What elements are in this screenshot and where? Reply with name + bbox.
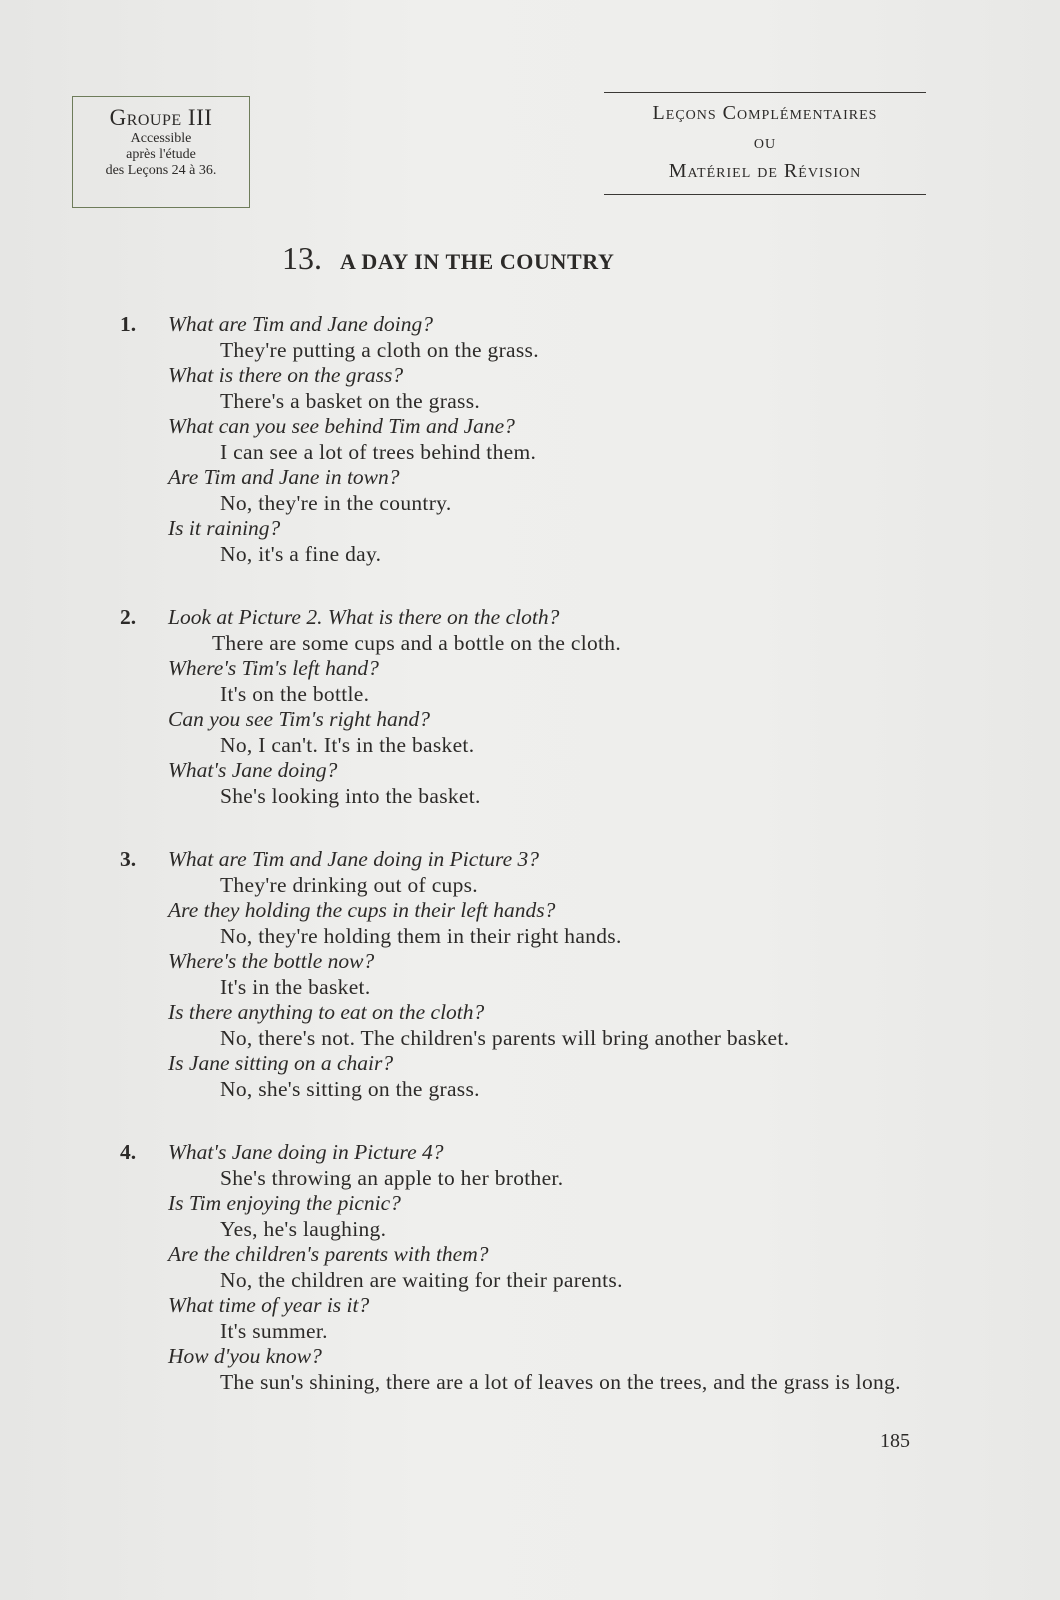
question: Is there anything to eat on the cloth? (168, 1000, 485, 1024)
header-block (604, 92, 926, 195)
section-number: 4. (120, 1140, 137, 1164)
header-line-3: Matériel de Révision (668, 160, 862, 182)
groupe-line-3: des Leçons 24 à 36. (105, 163, 217, 178)
answer: No, the children are waiting for their parents. (220, 1267, 623, 1292)
answer: It's on the bottle. (220, 681, 370, 706)
lesson-number: 13. (282, 240, 322, 276)
question: What is there on the grass? (168, 363, 404, 387)
answer: They're drinking out of cups. (220, 872, 478, 897)
question: Where's the bottle now? (168, 949, 375, 973)
question: What are Tim and Jane doing? (168, 312, 433, 336)
question: What can you see behind Tim and Jane? (168, 414, 515, 438)
section-2 (120, 605, 940, 809)
question: What are Tim and Jane doing in Picture 3? (168, 847, 540, 871)
groupe-line-2: après l'étude (126, 147, 196, 162)
answer: The sun's shining, there are a lot of leaves on the trees, and the grass is long. (220, 1369, 901, 1394)
answer: No, they're holding them in their right hands. (220, 923, 622, 948)
answer: No, there's not. The children's parents will bring another basket. (220, 1025, 790, 1050)
section-3 (120, 847, 940, 1102)
exercise-sections (120, 312, 940, 1433)
answer: It's in the basket. (220, 974, 371, 999)
header-line-1: Leçons Complémentaires (652, 102, 878, 124)
section-1 (120, 312, 940, 567)
question: Look at Picture 2. What is there on the cloth? (168, 605, 560, 629)
question: Where's Tim's left hand? (168, 656, 379, 680)
question: What's Jane doing? (168, 758, 338, 782)
question: What's Jane doing in Picture 4? (168, 1140, 444, 1164)
header-line-2: ou (753, 131, 777, 153)
header-top-rule (604, 92, 926, 93)
answer: They're putting a cloth on the grass. (220, 337, 539, 362)
answer: It's summer. (220, 1318, 328, 1343)
lesson-title (282, 240, 614, 277)
answer: No, I can't. It's in the basket. (220, 732, 475, 757)
question: Can you see Tim's right hand? (168, 707, 431, 731)
answer: No, they're in the country. (220, 490, 452, 515)
section-number: 2. (120, 605, 137, 629)
question: What time of year is it? (168, 1293, 370, 1317)
answer: She's throwing an apple to her brother. (220, 1165, 564, 1190)
question: How d'you know? (168, 1344, 322, 1368)
answer: Yes, he's laughing. (220, 1216, 387, 1241)
header-bottom-rule (604, 194, 926, 195)
groupe-box (72, 96, 250, 208)
question: Are Tim and Jane in town? (168, 465, 400, 489)
groupe-line-1: Accessible (130, 131, 192, 146)
question: Is Tim enjoying the picnic? (168, 1191, 401, 1215)
section-4 (120, 1140, 940, 1395)
question: Is it raining? (168, 516, 281, 540)
section-number: 3. (120, 847, 137, 871)
question: Are they holding the cups in their left hands? (168, 898, 556, 922)
answer: She's looking into the basket. (220, 783, 481, 808)
groupe-title: Groupe III (109, 105, 213, 130)
question: Are the children's parents with them? (168, 1242, 489, 1266)
answer: I can see a lot of trees behind them. (220, 439, 537, 464)
answer: There are some cups and a bottle on the cloth. (212, 630, 622, 655)
lesson-name: A DAY IN THE COUNTRY (340, 249, 615, 274)
answer: No, it's a fine day. (220, 541, 382, 566)
question: Is Jane sitting on a chair? (168, 1051, 394, 1075)
page-number: 185 (880, 1430, 910, 1452)
section-number: 1. (120, 312, 137, 336)
answer: No, she's sitting on the grass. (220, 1076, 480, 1101)
answer: There's a basket on the grass. (220, 388, 481, 413)
